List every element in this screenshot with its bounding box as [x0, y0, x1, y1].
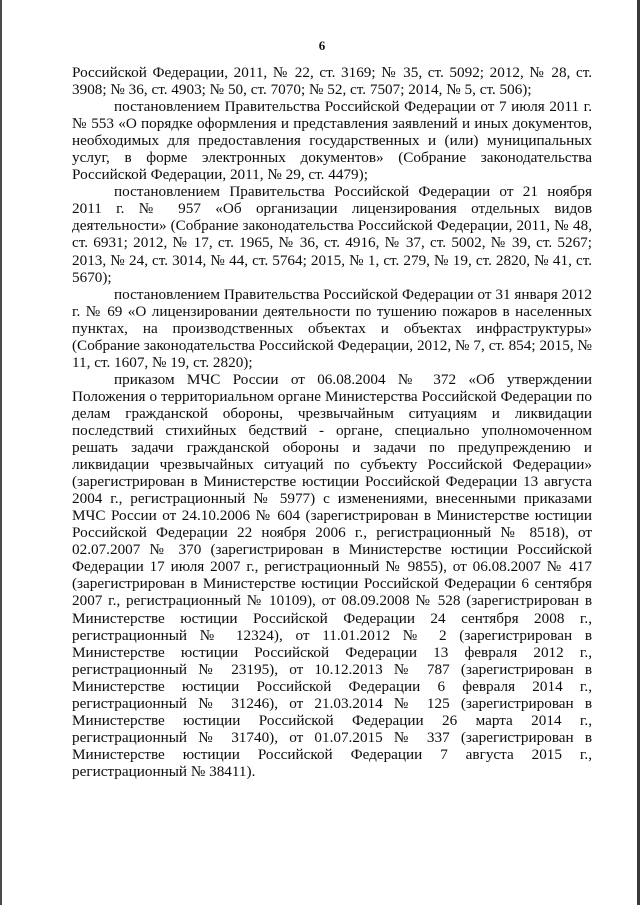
paragraph-resolution-553: постановлением Правительства Российской Федерации от 7 июля 2011 г. № 553 «О порядке оформления и представления заявлений и иных документов, необходимых для предоставления государственных и (или) муниципальных услуг, в форме электронных документов» (Собрание законодательства Российской Федерации, 2011, № 29, ст. 4479);	[72, 98, 592, 184]
paragraph-resolution-957: постановлением Правительства Российской Федерации от 21 ноября 2011 г. № 957 «Об организации лицензирования отдельных видов деятельности» (Собрание законодательства Российской Федерации, 2011, № 48, ст. 6931; 2012, № 17, ст. 1965, № 36, ст. 4916, № 37, ст. 5002, № 39, ст. 5267; 2013, № 24, ст. 3014, № 44, ст. 5764; 2015, № 1, ст. 279, № 19, ст. 2820, № 41, ст. 5670);	[72, 183, 592, 286]
document-body	[72, 64, 592, 780]
paragraph-resolution-69: постановлением Правительства Российской Федерации от 31 января 2012 г. № 69 «О лицензировании деятельности по тушению пожаров в населенных пунктах, на производственных объектах и объектах инфраструктуры» (Собрание законодательства Российской Федерации, 2012, № 7, ст. 854; 2015, № 11, ст. 1607, № 19, ст. 2820);	[72, 285, 592, 371]
paragraph-continuation: Российской Федерации, 2011, № 22, ст. 3169; № 35, ст. 5092; 2012, № 28, ст. 3908; № 36, ст. 4903; № 50, ст. 7070; № 52, ст. 7507; 2014, № 5, ст. 506);	[72, 64, 592, 99]
page-number: 6	[318, 38, 326, 53]
paragraph-order-372: приказом МЧС России от 06.08.2004 № 372 «Об утверждении Положения о территориальном органе Министерства Российской Федерации по делам гражданской обороны, чрезвычайным ситуациям и ликвидации последствий стихийных бедствий - органе, специально уполномоченном решать задачи гражданской обороны и задачи по предупреждению и ликвидации чрезвычайных ситуаций по субъекту Российской Федерации» (зарегистрирован в Министерстве юстиции Российской Федерации 13 августа 2004 г., регистрационный № 5977) с изменениями, внесенными приказами МЧС России от 24.10.2006 № 604 (зарегистрирован в Министерстве юстиции Российской Федерации 22 ноября 2006 г., регистрационный № 8518), от 02.07.2007 № 370 (зарегистрирован в Министерстве юстиции Российской Федерации 17 июля 2007 г., регистрационный № 9855), от 06.08.2007 № 417 (зарегистрирован в Министерстве юстиции Российской Федерации 6 сентября 2007 г., регистрационный № 10109), от 08.09.2008 № 528 (зарегистрирован в Министерстве юстиции Российской Федерации 24 сентября 2008 г., регистрационный № 12324), от 11.01.2012 № 2 (зарегистрирован в Министерстве юстиции Российской Федерации 13 февраля 2012 г., регистрационный № 23195), от 10.12.2013 № 787 (зарегистрирован в Министерстве юстиции Российской Федерации 6 февраля 2014 г., регистрационный № 31246), от 21.03.2014 № 125 (зарегистрирован в Министерстве юстиции Российской Федерации 26 марта 2014 г., регистрационный № 31740), от 01.07.2015 № 337 (зарегистрирован в Министерстве юстиции Российской Федерации 7 августа 2015 г., регистрационный № 38411).	[72, 370, 592, 780]
